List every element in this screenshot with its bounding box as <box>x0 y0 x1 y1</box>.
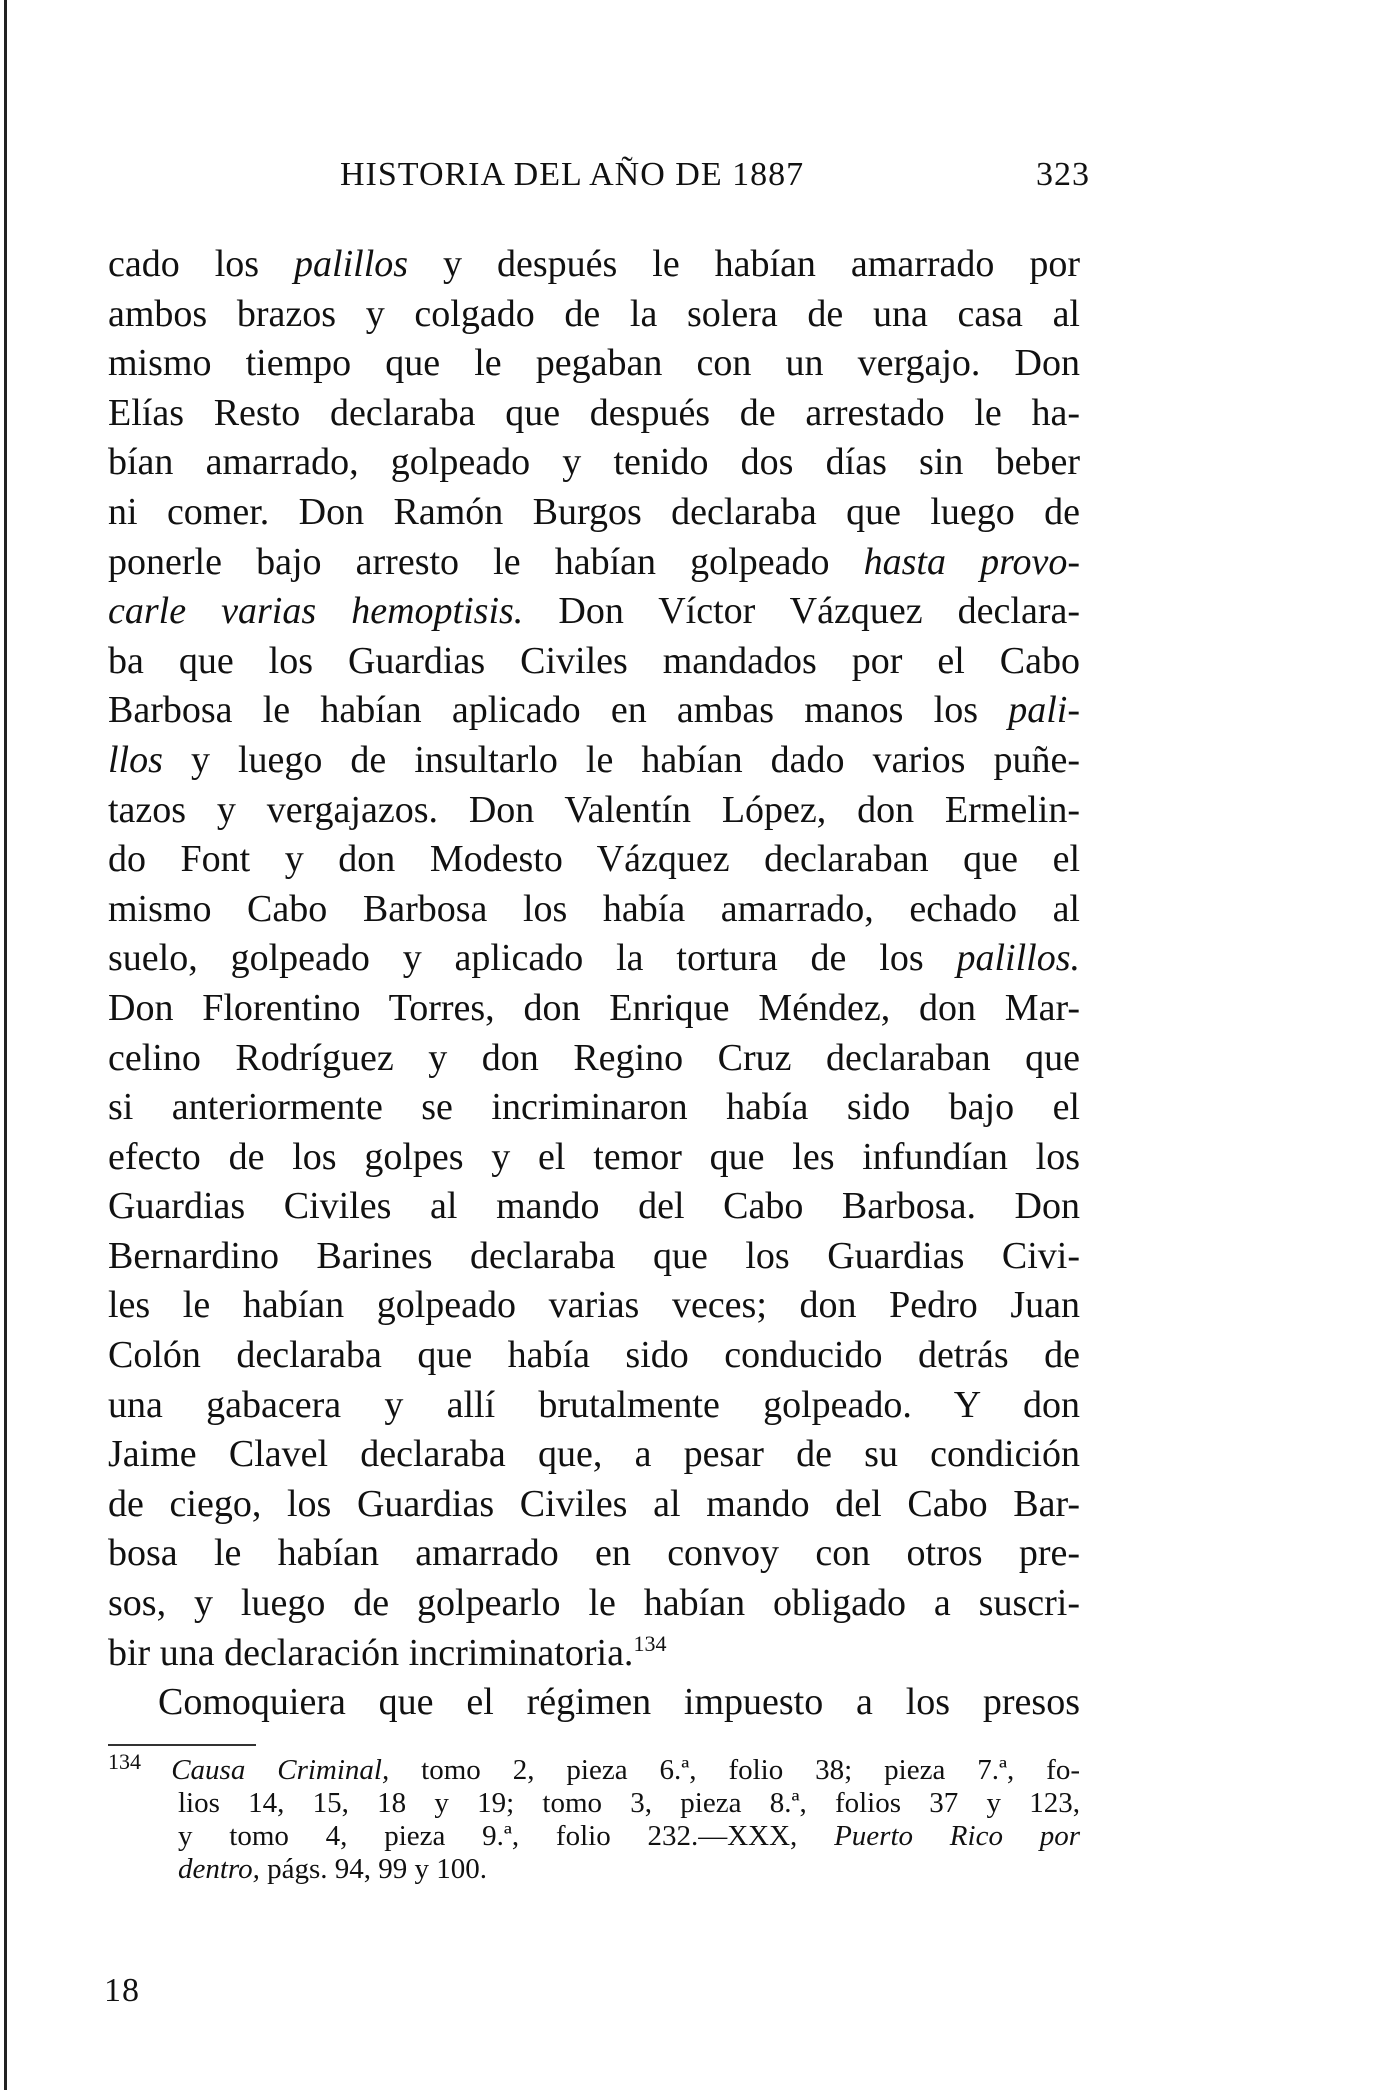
text-line: suelo, golpeado y aplicado la tortura de los palillos. <box>108 937 1080 980</box>
page-edge-rule <box>4 0 7 2090</box>
text-line: ponerle bajo arresto le habían golpeado hasta provo- <box>108 540 1080 583</box>
text-line: Comoquiera que el régimen impuesto a los presos <box>158 1681 1080 1724</box>
text-line: Guardias Civiles al mando del Cabo Barbosa. Don <box>108 1185 1080 1228</box>
footnote-marker: 134 <box>108 1749 172 1774</box>
text-line: les le habían golpeado varias veces; don Pedro Juan <box>108 1284 1080 1327</box>
text-line: llos y luego de insultarlo le habían dado varios puñe- <box>108 738 1080 781</box>
text-line: ba que los Guardias Civiles mandados por el Cabo <box>108 639 1080 682</box>
running-title: HISTORIA DEL AÑO DE 1887 <box>340 156 805 193</box>
text-line: bir una declaración incriminatoria.$^{134}$ <box>108 1630 667 1674</box>
italic-text: Causa Criminal, <box>171 1754 390 1786</box>
italic-text: carle varias hemoptisis. <box>108 590 524 633</box>
text-line: una gabacera y allí brutalmente golpeado. Y don <box>108 1383 1080 1426</box>
text-line: efecto de los golpes y el temor que les infundían los <box>108 1135 1080 1178</box>
text-line: carle varias hemoptisis. Don Víctor Vázquez declara- <box>108 590 1080 633</box>
text-line: Colón declaraba que había sido conducido detrás de <box>108 1334 1080 1377</box>
footnote-line: lios 14, 15, 18 y 19; tomo 3, pieza 8.ª, folios 37 y 123, <box>178 1787 1080 1819</box>
footnote-line: $^{134}$ Causa Criminal, tomo 2, pieza 6.ª, folio 38; pieza 7.ª, fo- <box>108 1749 1081 1786</box>
text-line: cado los palillos y después le habían amarrado por <box>108 243 1080 285</box>
text-line: bosa le habían amarrado en convoy con otros pre- <box>108 1532 1080 1575</box>
italic-text: palillos. <box>956 937 1080 980</box>
footnote <box>108 1749 1081 1886</box>
text-line: sos, y luego de golpearlo le habían obligado a suscri- <box>108 1582 1080 1625</box>
footnote-rule <box>108 1744 256 1746</box>
text-line: Bernardino Barines declaraba que los Guardias Civi- <box>108 1234 1080 1277</box>
text-line: mismo Cabo Barbosa los había amarrado, echado al <box>108 887 1080 930</box>
italic-text: Puerto Rico por <box>834 1820 1081 1852</box>
italic-text: llos <box>108 738 163 781</box>
text-line: Barbosa le habían aplicado en ambas manos los pali- <box>108 689 1080 732</box>
text-line: si anteriormente se incriminaron había sido bajo el <box>108 1086 1080 1129</box>
footnote-reference: 134 <box>633 1630 667 1656</box>
text-line: Elías Resto declaraba que después de arrestado le ha- <box>108 391 1080 434</box>
text-line: mismo tiempo que le pegaban con un vergajo. Don <box>108 342 1080 385</box>
footnote-line: dentro, págs. 94, 99 y 100. <box>178 1853 488 1885</box>
text-line: bían amarrado, golpeado y tenido dos días sin beber <box>108 441 1080 484</box>
text-line: ni comer. Don Ramón Burgos declaraba que luego de <box>108 490 1080 533</box>
running-head <box>340 156 1090 206</box>
text-line: ambos brazos y colgado de la solera de una casa al <box>108 292 1080 335</box>
text-line: Don Florentino Torres, don Enrique Méndez, don Mar- <box>108 986 1080 1029</box>
body-text <box>108 240 1080 1728</box>
italic-text: hasta provo- <box>863 540 1080 583</box>
text-line: Jaime Clavel declaraba que, a pesar de su condición <box>108 1433 1080 1476</box>
signature-folio: 18 <box>104 1972 140 2009</box>
italic-text: dentro, <box>178 1853 260 1885</box>
page-number: 323 <box>1036 156 1090 193</box>
text-line: de ciego, los Guardias Civiles al mando del Cabo Bar- <box>108 1482 1080 1525</box>
text-line: do Font y don Modesto Vázquez declaraban que el <box>108 838 1080 881</box>
text-line: tazos y vergajazos. Don Valentín López, don Ermelin- <box>108 788 1080 831</box>
italic-text: palillos <box>294 243 409 285</box>
text-line: celino Rodríguez y don Regino Cruz declaraban que <box>108 1036 1080 1079</box>
footnote-line: y tomo 4, pieza 9.ª, folio 232.—XXX, Puerto Rico por <box>178 1820 1081 1852</box>
italic-text: pali- <box>1008 689 1080 732</box>
